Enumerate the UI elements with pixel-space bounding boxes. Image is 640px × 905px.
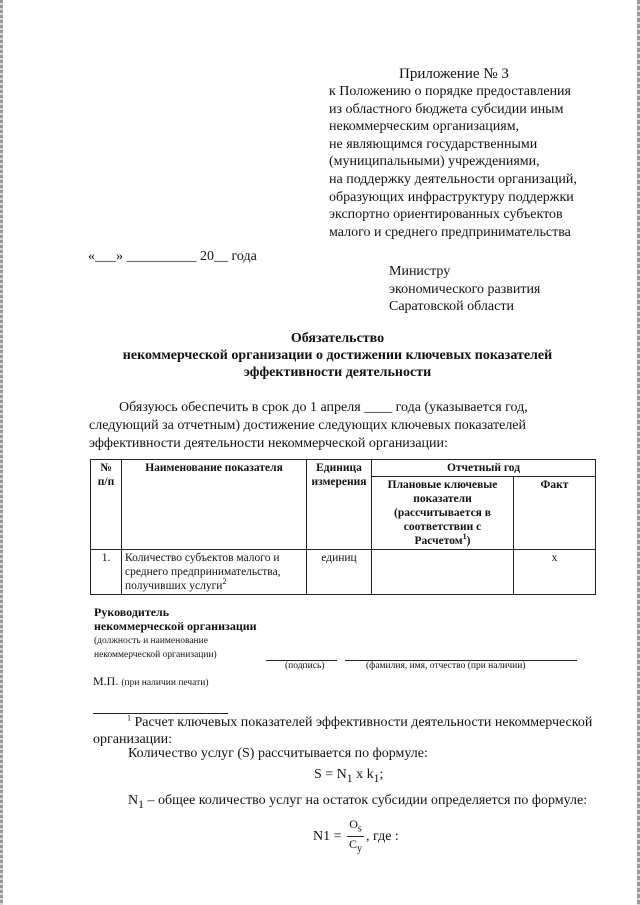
appendix-line: из областного бюджета субсидии иным — [329, 101, 564, 117]
services-formula-intro: Количество услуг (S) рассчитывается по формуле: — [128, 746, 428, 761]
appendix-line: к Положению о порядке предоставления — [329, 84, 571, 99]
n1-definition: $N_1$ – общее количество услуг на остаток субсидии определяется по формуле: — [128, 793, 588, 811]
cell-fact: x — [514, 550, 596, 595]
header-fact: Факт — [514, 477, 596, 550]
paragraph-line: эффективности деятельности некоммерческой организации: — [89, 436, 448, 451]
kpi-table — [90, 459, 596, 595]
addressee — [389, 263, 540, 316]
formula-n1: N1 = $\frac{O_s}{C_y}$ , где : — [313, 817, 399, 855]
addressee-line: Саратовской области — [389, 299, 514, 314]
cell-unit: единиц — [307, 550, 372, 595]
header-unit: Единица измерения — [307, 460, 372, 550]
paragraph-line: следующий за отчетным) достижение следующих ключевых показателей — [89, 418, 527, 433]
appendix-line: не являющимся государственными — [329, 136, 538, 152]
appendix-line: образующих инфраструктуру поддержки — [329, 189, 574, 205]
header-num: № п/п — [91, 460, 122, 550]
scan-left-edge — [0, 0, 3, 905]
appendix-line: малого и среднего предпринимательства — [329, 224, 571, 240]
cell-name: Количество субъектов малого и среднего предпринимательства, получивших услуги$^2$ — [122, 550, 307, 595]
appendix-title: Приложение № 3 — [399, 66, 509, 82]
addressee-line: экономического развития — [389, 281, 541, 297]
stamp-label: М.П. (при наличии печати) — [93, 674, 209, 688]
appendix-line: некоммерческим организациям, — [329, 119, 520, 135]
appendix-line: на поддержку деятельности организаций, — [329, 171, 577, 187]
signature-title: Руководитель некоммерческой организации — [94, 605, 257, 633]
document-heading — [90, 330, 585, 381]
heading-line: эффективности деятельности — [243, 365, 432, 380]
header-name: Наименование показателя — [122, 460, 307, 550]
header-plan: Плановые ключевые показатели (рассчитывается в соответствии с Расчетом$^1$) — [372, 477, 514, 550]
signature-caption: (подпись) — [285, 661, 325, 671]
footnote-mark: 1 — [127, 713, 131, 723]
signature-note: (должность и наименование некоммерческой организации) — [94, 636, 217, 660]
heading-line: некоммерческой организации о достижении ключевых показателей — [122, 348, 553, 363]
heading-line: Обязательство — [290, 331, 385, 346]
appendix-line: экспортно ориентированных субъектов — [329, 207, 563, 223]
header-period: Отчетный год — [372, 460, 596, 477]
paragraph-line: Обязуюсь обеспечить в срок до 1 апреля ____ года (указывается год, — [119, 400, 528, 415]
footnote: $^1$ Расчет ключевых показателей эффективности деятельности некоммерческой организации: — [93, 713, 593, 747]
table-row — [91, 550, 596, 595]
fraction: $\frac{O_s}{C_y}$ — [349, 817, 363, 855]
cell-plan — [372, 550, 514, 595]
obligation-paragraph — [89, 399, 596, 453]
appendix-line: (муниципальными) учреждениями, — [329, 154, 540, 170]
addressee-line: Министру — [389, 264, 451, 279]
date-line: «___» __________ 20__ года — [88, 249, 257, 264]
name-caption: (фамилия, имя, отчество (при наличии) — [366, 661, 526, 671]
appendix-description — [329, 83, 577, 241]
formula-s: $S = N_1$ x $k_1$; — [314, 767, 384, 785]
cell-num: 1. — [91, 550, 122, 595]
table-header-row — [91, 460, 596, 477]
